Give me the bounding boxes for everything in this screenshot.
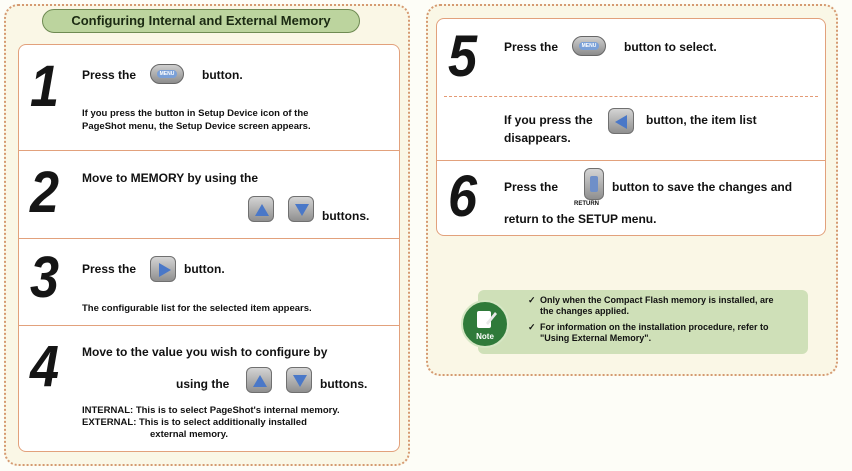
step-1-sub-line1: If you press the button in Setup Device icon of the: [82, 108, 309, 119]
menu-button-label: MENU: [157, 70, 177, 78]
menu-button-icon: [572, 36, 606, 56]
right-arrow-icon: [155, 261, 173, 279]
step-divider: [18, 238, 400, 239]
step-3-sub: The configurable list for the selected item appears.: [82, 303, 312, 314]
note-item-1-line1: Only when the Compact Flash memory is installed, are: [540, 295, 774, 305]
note-item-1-line2: the changes applied.: [540, 306, 630, 316]
checkmark-icon: ✓: [528, 295, 536, 305]
up-arrow-button-icon: [248, 196, 274, 222]
step-2-text: Move to MEMORY by using the: [82, 171, 259, 185]
down-arrow-icon: [291, 372, 309, 390]
menu-button-label: MENU: [579, 42, 599, 50]
step-4-internal: INTERNAL: This is to select PageShot's internal memory.: [82, 405, 340, 416]
note-pencil-icon: [473, 308, 497, 332]
up-arrow-icon: [253, 201, 271, 219]
return-button-label: RETURN: [574, 201, 599, 207]
step-4-using: using the: [176, 377, 230, 391]
note-icon: [461, 300, 509, 348]
step-4-number: 4: [30, 334, 60, 399]
step-5-text-after: button to select.: [624, 40, 717, 54]
step-divider-dashed: [444, 96, 818, 97]
step-3-text-after: button.: [184, 262, 225, 276]
note-item-2-line2: "Using External Memory".: [540, 333, 652, 343]
step-3-text-before: Press the: [82, 262, 137, 276]
up-arrow-icon: [251, 372, 269, 390]
left-arrow-icon: [613, 113, 631, 131]
step-5-number: 5: [448, 24, 478, 89]
right-arrow-button-icon: [150, 256, 176, 282]
step-divider: [436, 160, 826, 161]
up-arrow-button-icon: [246, 367, 272, 393]
step-3-number: 3: [30, 245, 60, 310]
step-divider: [18, 150, 400, 151]
step-6-line2: return to the SETUP menu.: [504, 212, 657, 226]
step-2-number: 2: [30, 160, 60, 225]
step-1-text-after: button.: [202, 68, 243, 82]
step-6-text-before: Press the: [504, 180, 559, 194]
step-1-text-before: Press the: [82, 68, 137, 82]
note-item-2: [528, 322, 769, 344]
step-5-text-before: Press the: [504, 40, 559, 54]
menu-button-icon: [150, 64, 184, 84]
step-4-end: buttons.: [320, 377, 368, 391]
note-label: Note: [476, 332, 494, 341]
return-button-icon: [584, 168, 604, 200]
down-arrow-icon: [293, 201, 311, 219]
step-5-if-after: button, the item list: [646, 113, 757, 127]
step-6-text-after: button to save the changes and: [612, 180, 793, 194]
down-arrow-button-icon: [286, 367, 312, 393]
checkmark-icon: ✓: [528, 322, 536, 332]
step-5-if-line2: disappears.: [504, 131, 571, 145]
step-4-text: Move to the value you wish to configure by: [82, 345, 328, 359]
step-4-external-line1: EXTERNAL: This is to select additionally installed: [82, 417, 307, 428]
note-item-2-line1: For information on the installation procedure, refer to: [540, 322, 769, 332]
step-1-number: 1: [30, 54, 60, 119]
step-1-sub-line2: PageShot menu, the Setup Device screen appears.: [82, 121, 311, 132]
section-title: Configuring Internal and External Memory: [42, 9, 360, 33]
down-arrow-button-icon: [288, 196, 314, 222]
step-5-if-before: If you press the: [504, 113, 593, 127]
step-2-end: buttons.: [322, 209, 370, 223]
step-divider: [18, 325, 400, 326]
step-4-external-line2: external memory.: [150, 429, 228, 440]
left-arrow-button-icon: [608, 108, 634, 134]
step-6-number: 6: [448, 164, 478, 229]
note-item-1: [528, 295, 774, 317]
